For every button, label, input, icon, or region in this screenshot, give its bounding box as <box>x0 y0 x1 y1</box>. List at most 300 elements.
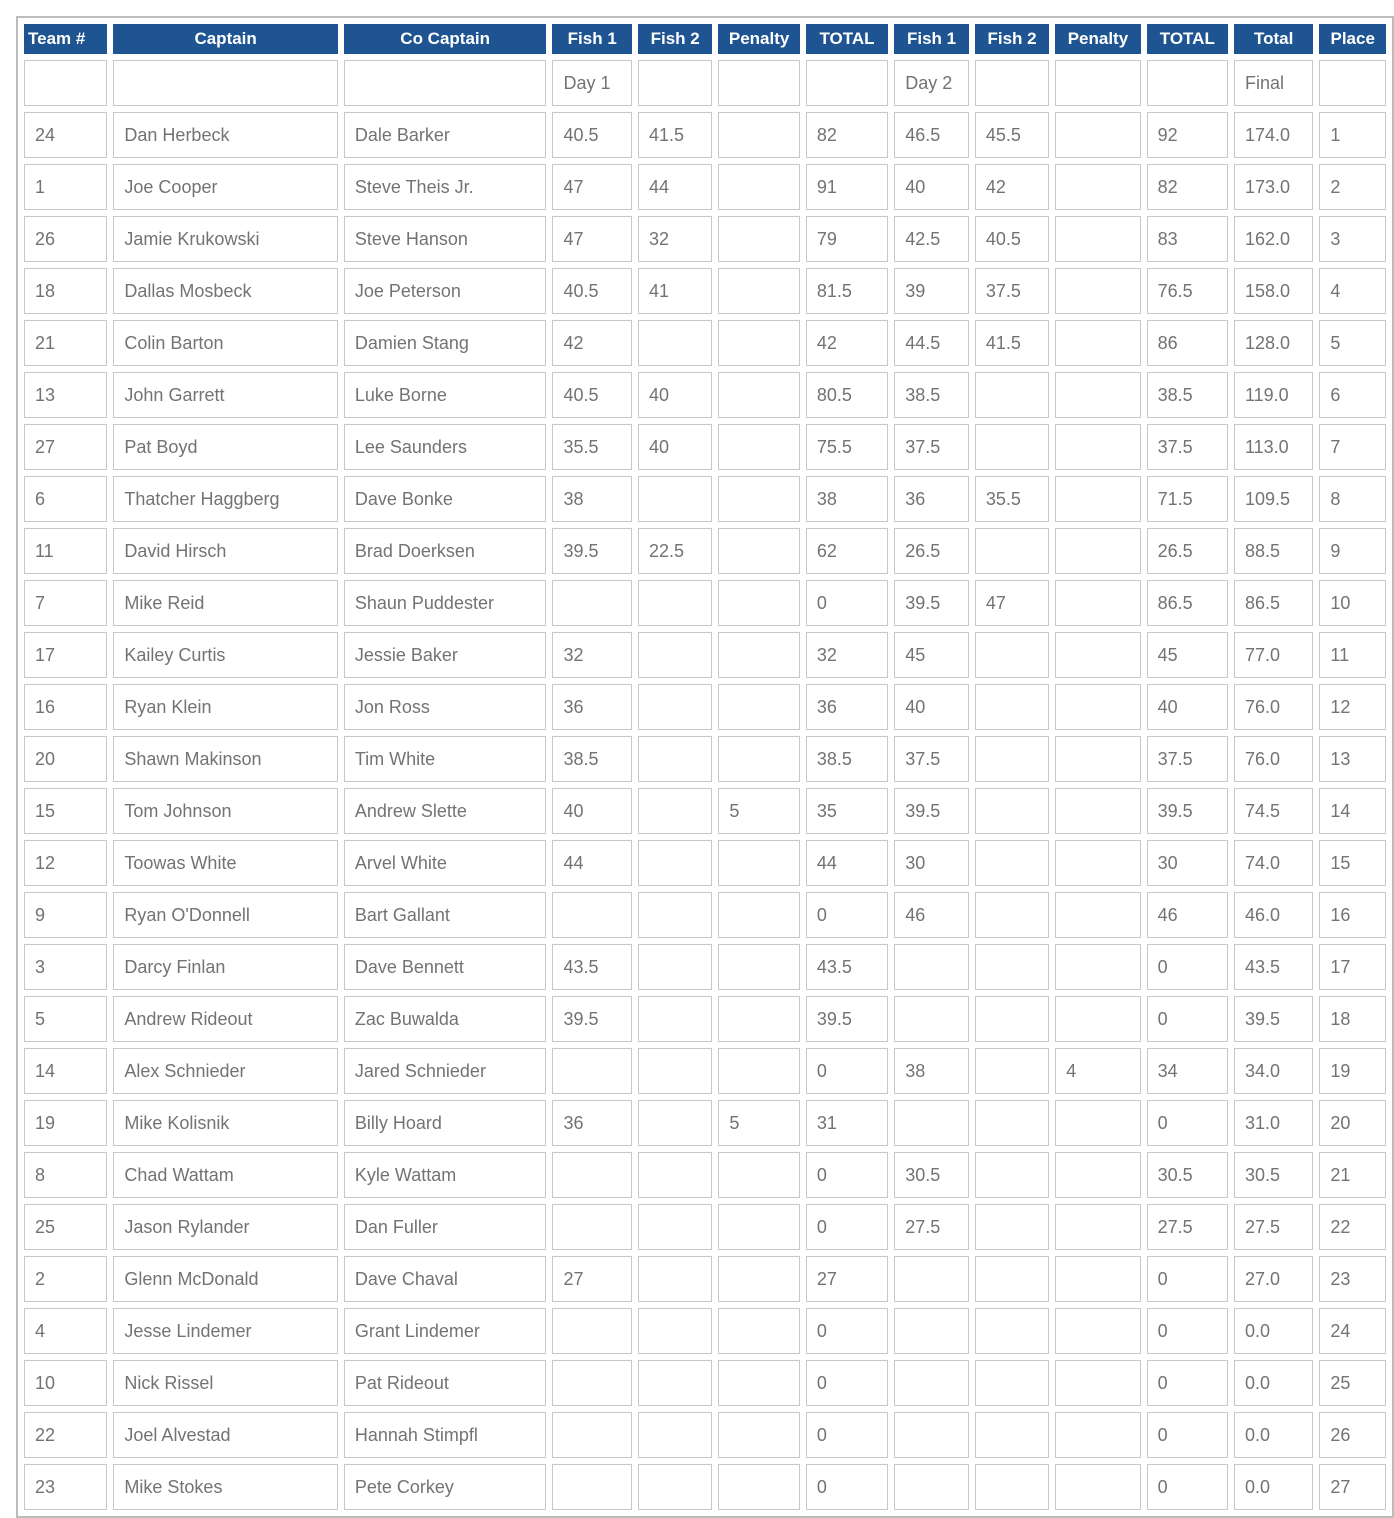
table-row <box>24 632 1386 678</box>
cell-d2-penalty <box>1055 268 1140 314</box>
cell-d2-total: 86 <box>1147 320 1228 366</box>
cell-d1-penalty <box>718 1308 800 1354</box>
cell-d1-penalty <box>718 372 800 418</box>
cell-d2-penalty <box>1055 164 1140 210</box>
cell-d1-total: 32 <box>806 632 888 678</box>
cell-d2-fish2 <box>975 424 1049 470</box>
cell-d2-total: 0 <box>1147 1308 1228 1354</box>
column-header-d1-total: TOTAL <box>806 24 888 54</box>
cell-d1-total: 42 <box>806 320 888 366</box>
cell-team-number: 6 <box>24 476 107 522</box>
cell-d2-fish2 <box>975 1308 1049 1354</box>
cell-team-number: 20 <box>24 736 107 782</box>
cell-d1-fish1 <box>552 1048 632 1094</box>
cell-team-number: 8 <box>24 1152 107 1198</box>
table-row <box>24 944 1386 990</box>
table-row <box>24 1360 1386 1406</box>
cell-d2-penalty <box>1055 320 1140 366</box>
cell-d1-fish2 <box>638 1308 712 1354</box>
cell-d2-fish2 <box>975 1256 1049 1302</box>
cell-final-total: 86.5 <box>1234 580 1313 626</box>
cell-d1-fish1 <box>552 1308 632 1354</box>
table-row <box>24 1256 1386 1302</box>
table-row <box>24 268 1386 314</box>
cell-final-total: 27.0 <box>1234 1256 1313 1302</box>
column-header-d2-penalty: Penalty <box>1055 24 1140 54</box>
cell-d1-fish2 <box>638 1412 712 1458</box>
cell-d1-fish2 <box>638 788 712 834</box>
cell-d1-total: 0 <box>806 1152 888 1198</box>
cell-d2-total: 40 <box>1147 684 1228 730</box>
cell-d2-total: 34 <box>1147 1048 1228 1094</box>
cell-place: 12 <box>1319 684 1386 730</box>
cell-d1-fish1 <box>552 1412 632 1458</box>
cell-d1-fish2 <box>638 1464 712 1510</box>
cell-d2-penalty <box>1055 840 1140 886</box>
cell-d1-penalty <box>718 944 800 990</box>
column-header-co-captain: Co Captain <box>344 24 547 54</box>
cell-d2-total: 46 <box>1147 892 1228 938</box>
cell-team-number: 19 <box>24 1100 107 1146</box>
cell-captain: John Garrett <box>113 372 337 418</box>
cell-d2-fish1 <box>894 1308 969 1354</box>
column-header-final-total: Total <box>1234 24 1313 54</box>
cell-final-total: 77.0 <box>1234 632 1313 678</box>
leaderboard-table <box>16 16 1394 1518</box>
table-row <box>24 1204 1386 1250</box>
cell-d1-fish1: 40.5 <box>552 372 632 418</box>
cell-d2-fish1: 30.5 <box>894 1152 969 1198</box>
cell-place: 1 <box>1319 112 1386 158</box>
cell-d1-fish2: 44 <box>638 164 712 210</box>
cell-d2-fish2 <box>975 840 1049 886</box>
cell-captain: Colin Barton <box>113 320 337 366</box>
cell-team-number: 26 <box>24 216 107 262</box>
table-row <box>24 840 1386 886</box>
cell-captain: Jason Rylander <box>113 1204 337 1250</box>
cell-d2-fish1 <box>894 1256 969 1302</box>
cell-d2-total: 86.5 <box>1147 580 1228 626</box>
cell-d2-fish2 <box>975 1464 1049 1510</box>
table-row <box>24 684 1386 730</box>
cell-d1-fish2 <box>638 892 712 938</box>
cell-d2-penalty <box>1055 632 1140 678</box>
cell-d2-fish2 <box>975 1204 1049 1250</box>
cell-d2-fish1 <box>894 1360 969 1406</box>
cell-d2-fish2 <box>975 632 1049 678</box>
cell-co-captain: Dan Fuller <box>344 1204 547 1250</box>
cell-d2-fish1: 42.5 <box>894 216 969 262</box>
cell-d2-fish1: 27.5 <box>894 1204 969 1250</box>
subheader-cell-co-captain <box>344 60 547 106</box>
cell-place: 15 <box>1319 840 1386 886</box>
cell-final-total: 158.0 <box>1234 268 1313 314</box>
cell-d1-fish1 <box>552 892 632 938</box>
cell-d2-fish1 <box>894 1464 969 1510</box>
cell-d2-total: 37.5 <box>1147 424 1228 470</box>
cell-co-captain: Andrew Slette <box>344 788 547 834</box>
cell-d1-penalty <box>718 528 800 574</box>
cell-captain: Mike Reid <box>113 580 337 626</box>
cell-d1-total: 38 <box>806 476 888 522</box>
cell-d2-fish2: 35.5 <box>975 476 1049 522</box>
cell-d2-fish1: 39.5 <box>894 788 969 834</box>
cell-d1-penalty <box>718 996 800 1042</box>
cell-captain: David Hirsch <box>113 528 337 574</box>
cell-team-number: 11 <box>24 528 107 574</box>
cell-d1-fish2: 32 <box>638 216 712 262</box>
cell-captain: Nick Rissel <box>113 1360 337 1406</box>
cell-final-total: 0.0 <box>1234 1464 1313 1510</box>
column-header-team-number: Team # <box>24 24 107 54</box>
cell-d2-total: 0 <box>1147 1360 1228 1406</box>
cell-co-captain: Billy Hoard <box>344 1100 547 1146</box>
cell-d2-fish1: 45 <box>894 632 969 678</box>
cell-d1-penalty <box>718 164 800 210</box>
subheader-cell-d1-total <box>806 60 888 106</box>
cell-final-total: 0.0 <box>1234 1360 1313 1406</box>
cell-d2-total: 0 <box>1147 1256 1228 1302</box>
cell-captain: Jamie Krukowski <box>113 216 337 262</box>
cell-team-number: 7 <box>24 580 107 626</box>
cell-d1-total: 39.5 <box>806 996 888 1042</box>
cell-place: 7 <box>1319 424 1386 470</box>
cell-co-captain: Pete Corkey <box>344 1464 547 1510</box>
table-row <box>24 112 1386 158</box>
cell-d2-fish2 <box>975 1100 1049 1146</box>
cell-co-captain: Shaun Puddester <box>344 580 547 626</box>
cell-d1-penalty <box>718 1256 800 1302</box>
table-row <box>24 736 1386 782</box>
subheader-cell-d2-fish2 <box>975 60 1049 106</box>
cell-d1-total: 62 <box>806 528 888 574</box>
cell-team-number: 3 <box>24 944 107 990</box>
cell-d2-total: 83 <box>1147 216 1228 262</box>
cell-d1-total: 38.5 <box>806 736 888 782</box>
subheader-cell-d2-penalty <box>1055 60 1140 106</box>
cell-d1-fish2 <box>638 1204 712 1250</box>
cell-co-captain: Lee Saunders <box>344 424 547 470</box>
cell-final-total: 88.5 <box>1234 528 1313 574</box>
cell-d2-total: 30.5 <box>1147 1152 1228 1198</box>
cell-d1-penalty <box>718 632 800 678</box>
cell-d1-total: 82 <box>806 112 888 158</box>
cell-d1-fish2 <box>638 1152 712 1198</box>
cell-captain: Jesse Lindemer <box>113 1308 337 1354</box>
cell-d1-fish1: 42 <box>552 320 632 366</box>
cell-d2-fish2: 40.5 <box>975 216 1049 262</box>
cell-d1-fish2: 41 <box>638 268 712 314</box>
cell-place: 19 <box>1319 1048 1386 1094</box>
cell-d1-total: 36 <box>806 684 888 730</box>
cell-final-total: 162.0 <box>1234 216 1313 262</box>
cell-d1-penalty <box>718 580 800 626</box>
cell-final-total: 34.0 <box>1234 1048 1313 1094</box>
cell-d2-fish1: 37.5 <box>894 424 969 470</box>
cell-d1-total: 0 <box>806 892 888 938</box>
cell-d2-total: 38.5 <box>1147 372 1228 418</box>
header-row <box>24 24 1386 54</box>
cell-d1-penalty <box>718 892 800 938</box>
cell-d1-fish1: 43.5 <box>552 944 632 990</box>
cell-final-total: 173.0 <box>1234 164 1313 210</box>
cell-d2-total: 76.5 <box>1147 268 1228 314</box>
cell-co-captain: Dave Bonke <box>344 476 547 522</box>
cell-d2-penalty <box>1055 528 1140 574</box>
cell-d1-fish1: 38 <box>552 476 632 522</box>
cell-d1-fish1 <box>552 1204 632 1250</box>
cell-d1-fish1: 35.5 <box>552 424 632 470</box>
cell-d2-fish1 <box>894 996 969 1042</box>
cell-team-number: 12 <box>24 840 107 886</box>
cell-d1-total: 81.5 <box>806 268 888 314</box>
cell-place: 17 <box>1319 944 1386 990</box>
cell-final-total: 31.0 <box>1234 1100 1313 1146</box>
cell-place: 4 <box>1319 268 1386 314</box>
cell-d2-fish1: 38.5 <box>894 372 969 418</box>
cell-d2-penalty: 4 <box>1055 1048 1140 1094</box>
cell-d2-penalty <box>1055 1412 1140 1458</box>
cell-place: 10 <box>1319 580 1386 626</box>
cell-d2-fish2 <box>975 944 1049 990</box>
cell-co-captain: Jessie Baker <box>344 632 547 678</box>
cell-final-total: 119.0 <box>1234 372 1313 418</box>
table-row <box>24 1464 1386 1510</box>
cell-d1-penalty <box>718 840 800 886</box>
cell-d2-fish1: 39.5 <box>894 580 969 626</box>
cell-co-captain: Steve Hanson <box>344 216 547 262</box>
subheader-cell-place <box>1319 60 1386 106</box>
cell-co-captain: Grant Lindemer <box>344 1308 547 1354</box>
cell-d1-penalty <box>718 684 800 730</box>
cell-co-captain: Tim White <box>344 736 547 782</box>
cell-captain: Shawn Makinson <box>113 736 337 782</box>
cell-captain: Chad Wattam <box>113 1152 337 1198</box>
cell-place: 18 <box>1319 996 1386 1042</box>
cell-d2-fish1: 39 <box>894 268 969 314</box>
cell-d2-total: 71.5 <box>1147 476 1228 522</box>
cell-team-number: 21 <box>24 320 107 366</box>
subheader-cell-d1-penalty <box>718 60 800 106</box>
cell-captain: Andrew Rideout <box>113 996 337 1042</box>
cell-d1-fish1: 27 <box>552 1256 632 1302</box>
cell-d2-penalty <box>1055 1308 1140 1354</box>
cell-d1-fish2 <box>638 736 712 782</box>
cell-captain: Toowas White <box>113 840 337 886</box>
cell-d2-penalty <box>1055 1256 1140 1302</box>
cell-d2-total: 0 <box>1147 1412 1228 1458</box>
cell-d1-total: 35 <box>806 788 888 834</box>
cell-d2-penalty <box>1055 476 1140 522</box>
cell-captain: Mike Stokes <box>113 1464 337 1510</box>
table-row <box>24 580 1386 626</box>
cell-d1-penalty <box>718 1152 800 1198</box>
cell-final-total: 76.0 <box>1234 684 1313 730</box>
cell-place: 11 <box>1319 632 1386 678</box>
cell-team-number: 10 <box>24 1360 107 1406</box>
cell-d1-fish2: 40 <box>638 372 712 418</box>
cell-captain: Joe Cooper <box>113 164 337 210</box>
cell-team-number: 13 <box>24 372 107 418</box>
cell-place: 21 <box>1319 1152 1386 1198</box>
cell-d2-total: 30 <box>1147 840 1228 886</box>
cell-captain: Mike Kolisnik <box>113 1100 337 1146</box>
cell-d1-total: 44 <box>806 840 888 886</box>
column-header-captain: Captain <box>113 24 337 54</box>
table-row <box>24 372 1386 418</box>
cell-d2-fish1: 26.5 <box>894 528 969 574</box>
subheader-cell-d2-fish1: Day 2 <box>894 60 969 106</box>
cell-d1-fish1: 40.5 <box>552 112 632 158</box>
cell-d1-fish1 <box>552 580 632 626</box>
table-row <box>24 528 1386 574</box>
cell-final-total: 39.5 <box>1234 996 1313 1042</box>
cell-final-total: 174.0 <box>1234 112 1313 158</box>
column-header-d1-penalty: Penalty <box>718 24 800 54</box>
cell-team-number: 14 <box>24 1048 107 1094</box>
cell-team-number: 22 <box>24 1412 107 1458</box>
cell-co-captain: Damien Stang <box>344 320 547 366</box>
cell-d1-fish1: 47 <box>552 216 632 262</box>
cell-d1-fish2: 22.5 <box>638 528 712 574</box>
table-row <box>24 424 1386 470</box>
cell-d1-fish2 <box>638 632 712 678</box>
cell-final-total: 74.0 <box>1234 840 1313 886</box>
cell-d1-fish1: 40.5 <box>552 268 632 314</box>
cell-final-total: 109.5 <box>1234 476 1313 522</box>
cell-captain: Thatcher Haggberg <box>113 476 337 522</box>
cell-d2-fish1: 44.5 <box>894 320 969 366</box>
cell-co-captain: Zac Buwalda <box>344 996 547 1042</box>
cell-d2-total: 27.5 <box>1147 1204 1228 1250</box>
cell-team-number: 18 <box>24 268 107 314</box>
cell-d1-penalty <box>718 1464 800 1510</box>
cell-final-total: 43.5 <box>1234 944 1313 990</box>
cell-place: 26 <box>1319 1412 1386 1458</box>
cell-d2-total: 0 <box>1147 996 1228 1042</box>
cell-d2-fish2 <box>975 996 1049 1042</box>
cell-d2-fish2 <box>975 736 1049 782</box>
cell-d1-fish1: 39.5 <box>552 996 632 1042</box>
table-row <box>24 892 1386 938</box>
cell-d1-total: 0 <box>806 1360 888 1406</box>
cell-co-captain: Kyle Wattam <box>344 1152 547 1198</box>
cell-d1-fish1 <box>552 1152 632 1198</box>
cell-d1-fish1: 44 <box>552 840 632 886</box>
cell-team-number: 1 <box>24 164 107 210</box>
column-header-d2-total: TOTAL <box>1147 24 1228 54</box>
cell-d2-fish1: 46.5 <box>894 112 969 158</box>
cell-d2-penalty <box>1055 1152 1140 1198</box>
cell-d1-total: 0 <box>806 1048 888 1094</box>
cell-d2-penalty <box>1055 996 1140 1042</box>
table-row <box>24 320 1386 366</box>
table-row <box>24 1308 1386 1354</box>
cell-d1-total: 31 <box>806 1100 888 1146</box>
cell-d1-penalty <box>718 1412 800 1458</box>
cell-final-total: 0.0 <box>1234 1412 1313 1458</box>
cell-d1-penalty <box>718 112 800 158</box>
cell-co-captain: Luke Borne <box>344 372 547 418</box>
cell-d2-total: 82 <box>1147 164 1228 210</box>
cell-place: 20 <box>1319 1100 1386 1146</box>
cell-d2-penalty <box>1055 736 1140 782</box>
cell-d1-penalty: 5 <box>718 1100 800 1146</box>
cell-d2-fish2: 45.5 <box>975 112 1049 158</box>
cell-d2-penalty <box>1055 892 1140 938</box>
cell-d2-total: 37.5 <box>1147 736 1228 782</box>
table-row <box>24 1152 1386 1198</box>
cell-final-total: 27.5 <box>1234 1204 1313 1250</box>
cell-d1-fish1 <box>552 1464 632 1510</box>
cell-team-number: 27 <box>24 424 107 470</box>
cell-team-number: 4 <box>24 1308 107 1354</box>
cell-co-captain: Arvel White <box>344 840 547 886</box>
cell-team-number: 15 <box>24 788 107 834</box>
cell-d2-fish2 <box>975 1360 1049 1406</box>
cell-d2-penalty <box>1055 372 1140 418</box>
cell-d1-penalty <box>718 268 800 314</box>
cell-co-captain: Brad Doerksen <box>344 528 547 574</box>
cell-d2-penalty <box>1055 788 1140 834</box>
cell-place: 24 <box>1319 1308 1386 1354</box>
cell-d1-fish1: 36 <box>552 1100 632 1146</box>
cell-co-captain: Jared Schnieder <box>344 1048 547 1094</box>
cell-d1-fish1: 47 <box>552 164 632 210</box>
cell-d2-fish2: 42 <box>975 164 1049 210</box>
cell-captain: Ryan Klein <box>113 684 337 730</box>
table-row <box>24 788 1386 834</box>
cell-d1-fish2 <box>638 580 712 626</box>
cell-d2-fish1 <box>894 944 969 990</box>
cell-d2-fish2 <box>975 1048 1049 1094</box>
cell-d1-total: 0 <box>806 1464 888 1510</box>
cell-d2-fish1: 37.5 <box>894 736 969 782</box>
cell-d2-total: 0 <box>1147 1100 1228 1146</box>
cell-place: 14 <box>1319 788 1386 834</box>
cell-co-captain: Jon Ross <box>344 684 547 730</box>
cell-d1-fish2 <box>638 944 712 990</box>
cell-d2-fish2 <box>975 1152 1049 1198</box>
cell-d1-fish2 <box>638 684 712 730</box>
cell-d1-total: 0 <box>806 1412 888 1458</box>
cell-co-captain: Bart Gallant <box>344 892 547 938</box>
cell-co-captain: Joe Peterson <box>344 268 547 314</box>
cell-captain: Kailey Curtis <box>113 632 337 678</box>
cell-d2-fish2: 41.5 <box>975 320 1049 366</box>
cell-d2-fish1: 30 <box>894 840 969 886</box>
cell-place: 6 <box>1319 372 1386 418</box>
cell-d2-fish2: 37.5 <box>975 268 1049 314</box>
table-row <box>24 476 1386 522</box>
table-row <box>24 1412 1386 1458</box>
cell-team-number: 5 <box>24 996 107 1042</box>
table-row <box>24 1048 1386 1094</box>
cell-d1-penalty <box>718 1204 800 1250</box>
cell-captain: Glenn McDonald <box>113 1256 337 1302</box>
cell-d2-total: 92 <box>1147 112 1228 158</box>
cell-d1-total: 80.5 <box>806 372 888 418</box>
cell-d1-fish1: 39.5 <box>552 528 632 574</box>
cell-d2-penalty <box>1055 684 1140 730</box>
cell-place: 8 <box>1319 476 1386 522</box>
cell-d2-fish2 <box>975 684 1049 730</box>
cell-d1-total: 0 <box>806 1308 888 1354</box>
cell-d1-penalty: 5 <box>718 788 800 834</box>
cell-d1-penalty <box>718 1360 800 1406</box>
cell-d2-total: 26.5 <box>1147 528 1228 574</box>
cell-team-number: 23 <box>24 1464 107 1510</box>
